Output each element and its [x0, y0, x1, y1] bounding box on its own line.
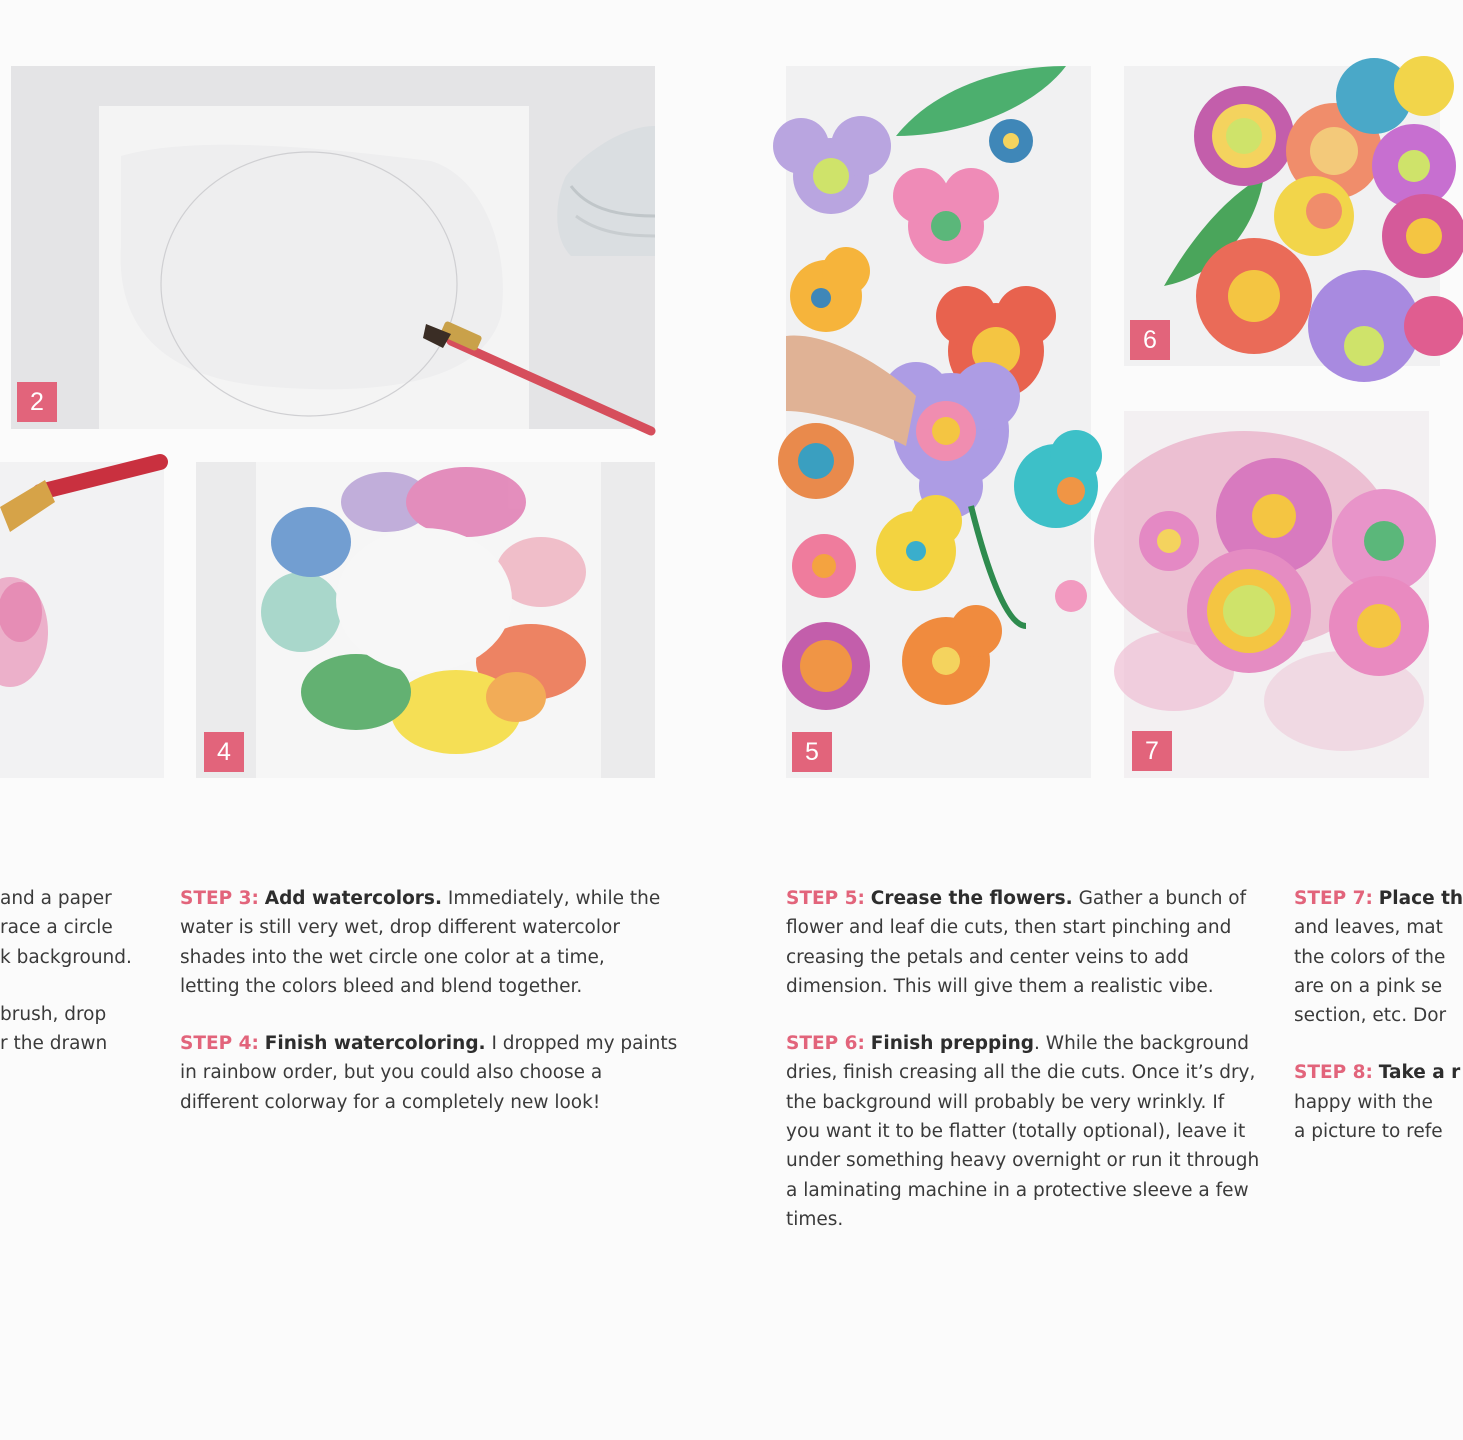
- pink-flowers-illustration: [1124, 411, 1429, 778]
- text-line: r the drawn: [0, 1033, 108, 1055]
- step-label: STEP 5:: [786, 888, 865, 909]
- step-title: Place th: [1378, 888, 1463, 909]
- photo-step-6: [1124, 66, 1440, 366]
- text-line: I dropped my paints: [485, 1033, 678, 1055]
- text-column-4: [1294, 884, 1463, 1174]
- text-line: the background will probably be very wrinkly. If: [786, 1091, 1225, 1113]
- text-line: creasing the petals and center veins to add: [786, 946, 1189, 968]
- step-title: Add watercolors.: [264, 888, 442, 909]
- step-badge: 6: [1130, 320, 1170, 360]
- flower-die-cuts-illustration: [786, 66, 1091, 778]
- step-label: STEP 7:: [1294, 888, 1373, 909]
- step-title: Finish prepping: [870, 1033, 1035, 1055]
- text-line: a picture to refe: [1294, 1121, 1443, 1143]
- text-line: and a paper: [0, 888, 112, 909]
- step-4-paragraph: [180, 1029, 678, 1117]
- text-line: times.: [786, 1208, 844, 1230]
- step-badge: 4: [204, 732, 244, 772]
- text-line: race a circle: [0, 917, 113, 939]
- text-column-2: [180, 884, 678, 1145]
- text-line: water is still very wet, drop different watercolor: [180, 917, 620, 939]
- text-column-3: [786, 884, 1276, 1262]
- text-line: the colors of the: [1294, 946, 1446, 968]
- photo-step-5: [786, 66, 1091, 778]
- text-line: k background.: [0, 946, 132, 968]
- step-badge: 2: [17, 382, 57, 422]
- text-line: you want it to be flatter (totally optional), leave it: [786, 1121, 1246, 1143]
- text-line: and leaves, mat: [1294, 917, 1443, 939]
- text-line: happy with the: [1294, 1091, 1433, 1113]
- flower-pile-illustration: [1124, 66, 1440, 366]
- photo-step-7: [1124, 411, 1429, 778]
- photo-step-4: [196, 462, 655, 778]
- text-line: brush, drop: [0, 1003, 107, 1025]
- paragraph: [0, 884, 150, 972]
- watercolor-ring-illustration: [196, 462, 655, 778]
- step-8-paragraph: [1294, 1058, 1461, 1146]
- text-line: section, etc. Dor: [1294, 1005, 1447, 1027]
- text-line: shades into the wet circle one color at a time,: [180, 946, 605, 968]
- wet-paper-illustration: [11, 66, 655, 429]
- text-line: dries, finish creasing all the die cuts. Once it’s dry,: [786, 1062, 1256, 1084]
- photo-step-2: [11, 66, 655, 429]
- step-badge: 7: [1132, 731, 1172, 771]
- paragraph: [0, 1000, 150, 1059]
- step-badge: 5: [792, 732, 832, 772]
- text-line: flower and leaf die cuts, then start pinching and: [786, 917, 1232, 939]
- photo-step-3: [0, 462, 164, 778]
- text-line: in rainbow order, but you could also choose a: [180, 1062, 603, 1084]
- text-line: a laminating machine in a protective sleeve a few: [786, 1179, 1249, 1201]
- text-line: under something heavy overnight or run it through: [786, 1150, 1260, 1172]
- text-line: Gather a bunch of: [1072, 888, 1247, 909]
- step-label: STEP 4:: [180, 1033, 259, 1055]
- text-line: . While the background: [1034, 1033, 1250, 1055]
- step-title: Take a r: [1378, 1062, 1461, 1084]
- step-5-paragraph: [786, 884, 1276, 1001]
- step-7-paragraph: [1294, 884, 1463, 1030]
- text-column-1: [0, 884, 150, 1086]
- text-line: are on a pink se: [1294, 975, 1443, 997]
- step-6-paragraph: [786, 1029, 1276, 1234]
- text-line: dimension. This will give them a realistic vibe.: [786, 975, 1214, 997]
- step-title: Crease the flowers.: [870, 888, 1073, 909]
- step-title: Finish watercoloring.: [264, 1033, 486, 1055]
- step-label: STEP 8:: [1294, 1062, 1373, 1084]
- step-3-paragraph: [180, 884, 660, 1001]
- text-line: different colorway for a completely new look!: [180, 1091, 601, 1113]
- text-line: Immediately, while the: [441, 888, 661, 909]
- text-line: letting the colors bleed and blend together.: [180, 975, 583, 997]
- step-label: STEP 3:: [180, 888, 259, 909]
- step-label: STEP 6:: [786, 1033, 865, 1055]
- brush-drop-illustration: [0, 462, 164, 778]
